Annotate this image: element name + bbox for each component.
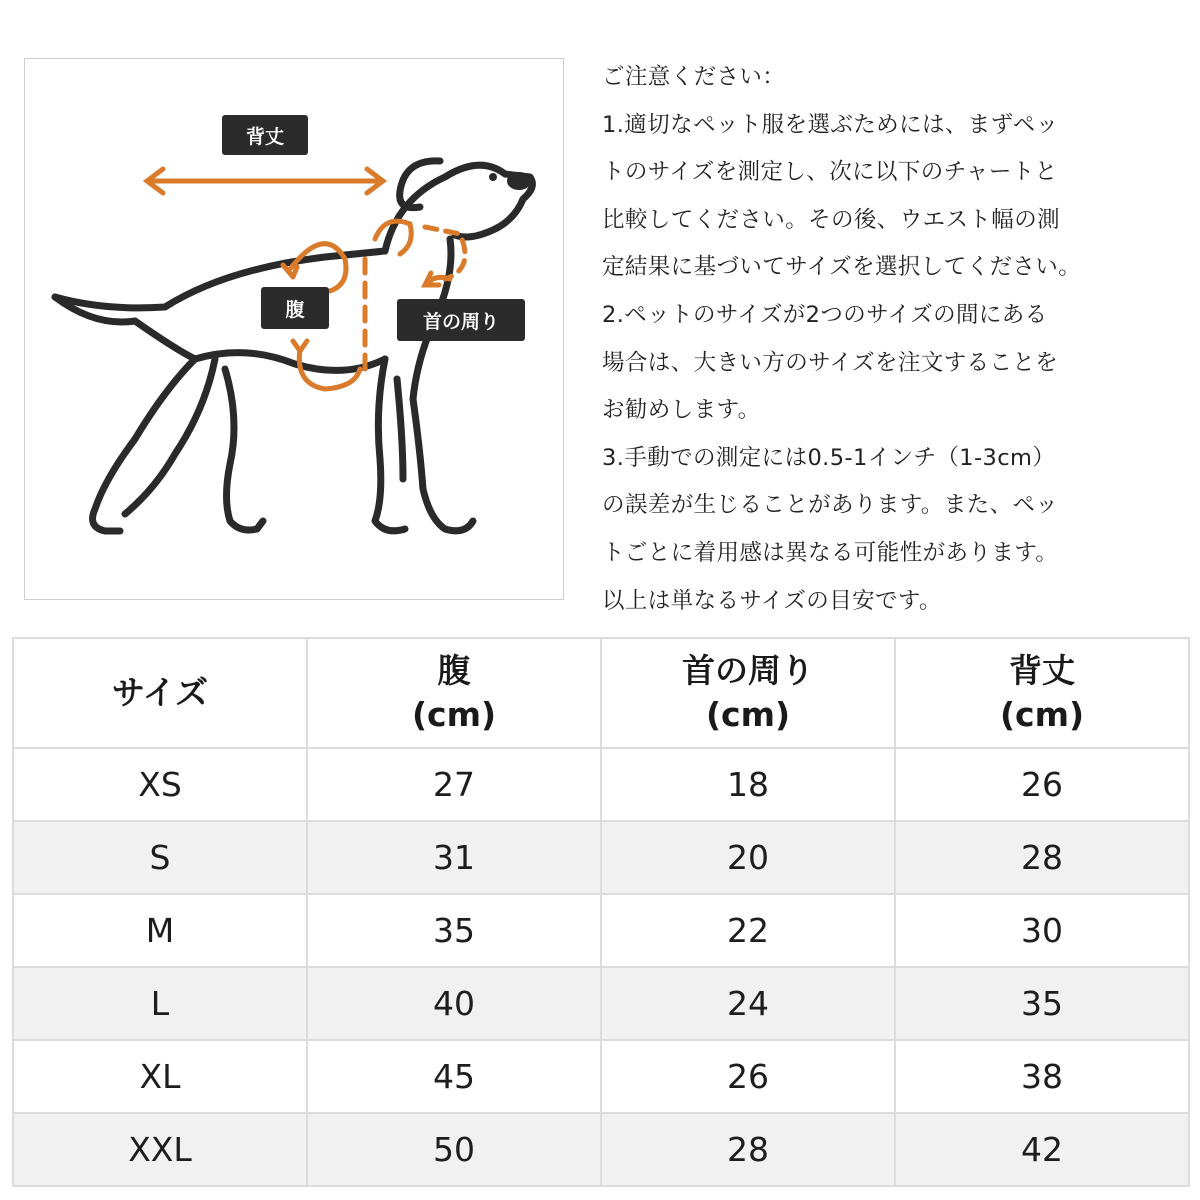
table-row bbox=[13, 1113, 1189, 1186]
back-length-tag: 背丈 bbox=[222, 115, 308, 155]
notes-line: 1.適切なペット服を選ぶためには、まずペッ bbox=[602, 111, 1059, 138]
notes-heading: ご注意ください： bbox=[602, 64, 786, 90]
cell-belly: 27 bbox=[307, 748, 601, 821]
cell-size: XL bbox=[13, 1040, 307, 1113]
cell-belly: 45 bbox=[307, 1040, 601, 1113]
table-row bbox=[13, 748, 1189, 821]
table-row bbox=[13, 1040, 1189, 1113]
notes-line: 以上は単なるサイズの目安です。 bbox=[602, 587, 942, 614]
cell-size: XS bbox=[13, 748, 307, 821]
header-back-length: 背丈 (cm) bbox=[895, 638, 1189, 748]
header-neck: 首の周り (cm) bbox=[601, 638, 895, 748]
notes-line: 定結果に基づいてサイズを選択してください。 bbox=[602, 254, 1082, 281]
size-chart-table bbox=[12, 637, 1190, 1187]
cell-back-length: 28 bbox=[895, 821, 1189, 894]
cell-size: L bbox=[13, 967, 307, 1040]
notes-line: 3.手動での測定には0.5-1インチ（1-3cm） bbox=[602, 444, 1056, 471]
notes-line: トごとに着用感は異なる可能性があります。 bbox=[602, 539, 1059, 566]
cell-neck: 26 bbox=[601, 1040, 895, 1113]
cell-size: XXL bbox=[13, 1113, 307, 1186]
notes-line: 比較してください。その後、ウエスト幅の測 bbox=[602, 206, 1061, 233]
table-row bbox=[13, 894, 1189, 967]
dog-measurement-diagram bbox=[24, 58, 564, 600]
notes-line: 2.ペットのサイズが2つのサイズの間にある bbox=[602, 301, 1048, 328]
neck-tag: 首の周り bbox=[397, 299, 525, 341]
table-row bbox=[13, 967, 1189, 1040]
cell-size: S bbox=[13, 821, 307, 894]
table-header-row bbox=[13, 638, 1189, 748]
cell-back-length: 26 bbox=[895, 748, 1189, 821]
cell-size: M bbox=[13, 894, 307, 967]
cell-belly: 35 bbox=[307, 894, 601, 967]
cell-back-length: 42 bbox=[895, 1113, 1189, 1186]
cell-neck: 18 bbox=[601, 748, 895, 821]
cell-back-length: 38 bbox=[895, 1040, 1189, 1113]
cell-neck: 24 bbox=[601, 967, 895, 1040]
notes-line: お勧めします。 bbox=[602, 397, 761, 424]
belly-tag: 腹 bbox=[261, 287, 329, 329]
table-row bbox=[13, 821, 1189, 894]
dog-eye bbox=[489, 173, 497, 181]
cell-belly: 50 bbox=[307, 1113, 601, 1186]
cell-neck: 28 bbox=[601, 1113, 895, 1186]
notes-line: の誤差が生じることがあります。また、ペッ bbox=[602, 492, 1059, 519]
cell-belly: 40 bbox=[307, 967, 601, 1040]
cell-neck: 20 bbox=[601, 821, 895, 894]
notes-section bbox=[602, 54, 1198, 625]
notes-line: トのサイズを測定し、次に以下のチャートと bbox=[602, 159, 1058, 186]
cell-neck: 22 bbox=[601, 894, 895, 967]
notes-line: 場合は、大きい方のサイズを注文することを bbox=[602, 349, 1059, 376]
cell-back-length: 30 bbox=[895, 894, 1189, 967]
dog-nose bbox=[507, 172, 531, 190]
cell-back-length: 35 bbox=[895, 967, 1189, 1040]
cell-belly: 31 bbox=[307, 821, 601, 894]
header-belly: 腹 (cm) bbox=[307, 638, 601, 748]
header-size: サイズ bbox=[13, 638, 307, 748]
